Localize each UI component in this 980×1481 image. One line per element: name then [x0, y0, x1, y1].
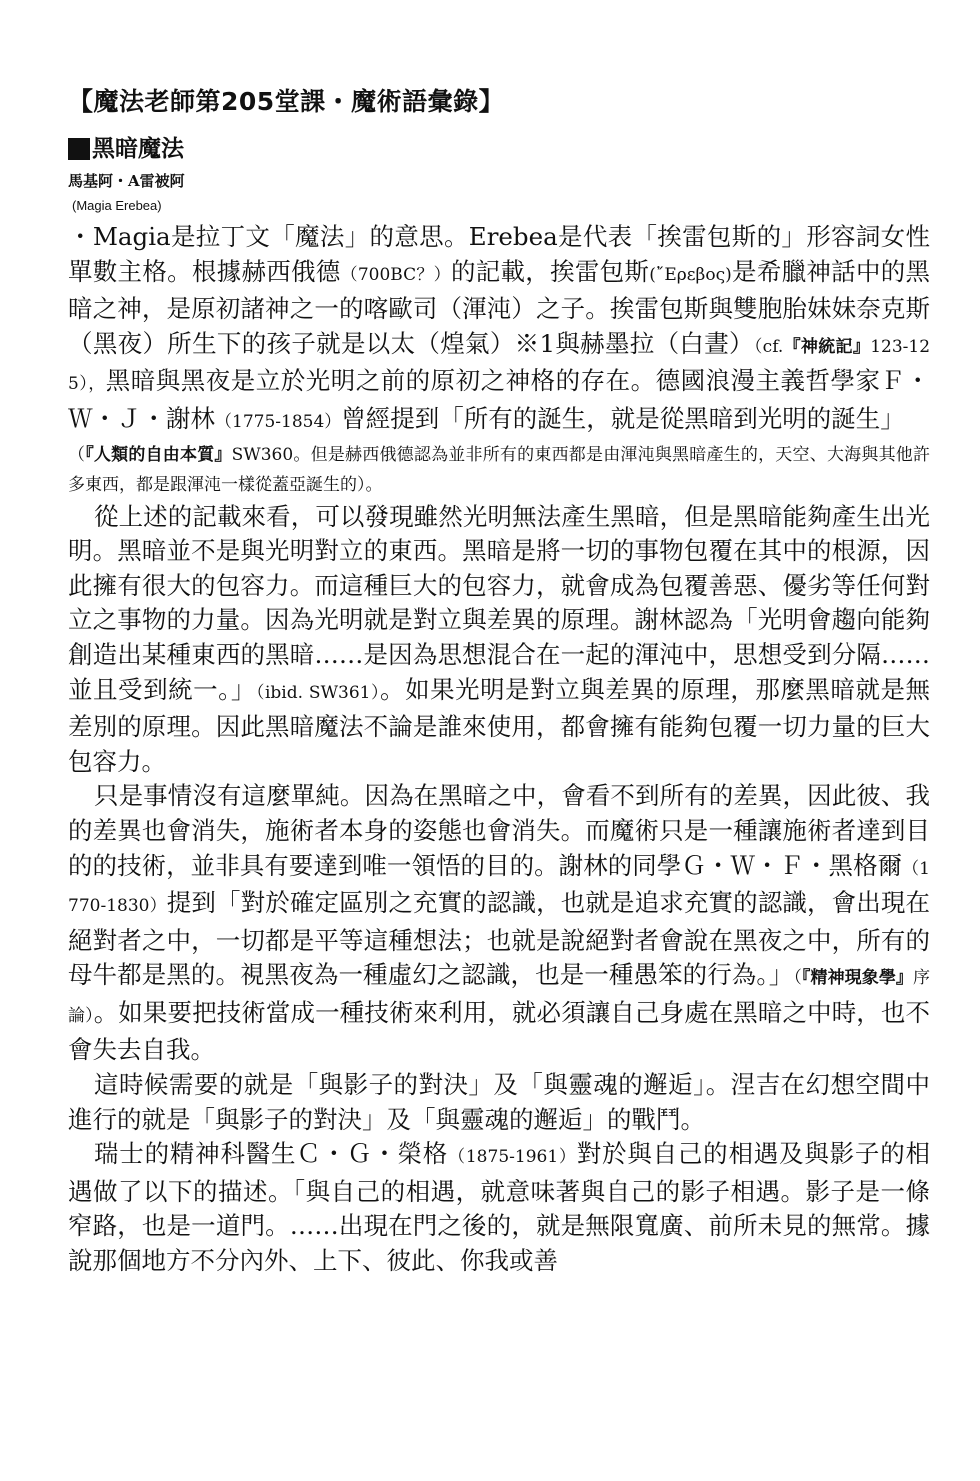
- p1-text-i: 黑暗與黑夜是立於光明之前的原初之神格的存在。德國浪漫主義哲學家Ｆ・Ｗ・Ｊ・謝林: [68, 366, 930, 433]
- p2-text-c: 。如果光明是對立與差異的原理，那麼黑暗就是無差別的原理。因此黑暗魔法不論是誰來使用，都會擁有能夠包覆一切力量的巨大包容力。: [68, 674, 931, 776]
- note-book-title: 『人類的自由本質』: [85, 444, 232, 465]
- term-name: 馬基阿・A雷被阿: [68, 172, 185, 190]
- p5-years: （1875-1961）: [448, 1147, 577, 1168]
- note-text: SW360。但是赫西俄德認為並非所有的東西都是由渾沌與黑暗產生的，天空、大海與其他許多東西，都是跟渾沌一樣從蓋亞誕生的）。: [68, 444, 931, 495]
- p1-text-c: 的記載，挨雷包斯: [450, 256, 650, 286]
- p3-text-g: 。如果要把技術當成一種技術來利用，就必須讓自己身處在黑暗之中時，也不會失去自我。: [68, 997, 930, 1065]
- p1-date: （700BC？）: [340, 264, 451, 285]
- paragraph-2: [68, 500, 930, 780]
- p1-pages: 123-125），: [68, 336, 931, 395]
- paragraph-4: [68, 1068, 930, 1137]
- note-open: （: [68, 444, 86, 465]
- p1-greek: (῎Ερεβος): [649, 264, 732, 285]
- document-page: [68, 84, 930, 1279]
- paragraph-5: [68, 1137, 930, 1278]
- p3-text-a: 只是事情沒有這麼單純。因為在黑暗之中，會看不到所有的差異，因此彼、我的差異也會消失，施術者本身的姿態也會消失。而魔術只是一種讓施術者達到目的的技術，並非具有要達到唯一領悟的目的。謝林的同學Ｇ・Ｗ・Ｆ・黑格爾: [68, 781, 930, 880]
- p3-paren: （: [793, 968, 802, 989]
- paragraph-3: [68, 779, 930, 1068]
- paragraph-1: [68, 220, 930, 440]
- p5-text-c: 對於與自己的相遇及與影子的相遇做了以下的描述。「與自己的相遇，就意味著與自己的影子相遇。影子是一條窄路，也是一道門。……出現在門之後的，就是無限寬廣、前所未見的無常。據說那個地方不分內外、上下、彼此、你我或善: [68, 1139, 931, 1276]
- p1-book-title: 『神統記』: [783, 336, 871, 357]
- square-bullet-icon: [68, 138, 90, 160]
- p3-years: （1770-1830）: [68, 858, 930, 917]
- p1-years: （1775-1854）: [215, 411, 342, 432]
- p4-text: 這時候需要的就是「與影子的對決」及「與靈魂的邂逅」。涅吉在幻想空間中進行的就是「與影子的對決」及「與靈魂的邂逅」的戰鬥。: [68, 1070, 930, 1134]
- p3-text-c: 提到「對於確定區別之充實的認識，也就是追求充實的認識，會出現在絕對者之中，一切都是平等這種想法；也就是說絕對者會說在黑夜之中，所有的母牛都是黑的。視黑夜為一種虛幻之認識，也是一種愚笨的行為。」: [68, 888, 930, 990]
- section-heading-text: 黑暗魔法: [92, 136, 184, 162]
- p1-text-e: 是希臘神話中的黑暗之神，是原初諸神之一的喀歐司（渾沌）之子。挨雷包斯與雙胞胎妹妹奈克斯（黑夜）所生下的孩子就是以太（煌氣）※1與赫墨拉（白晝）: [68, 256, 931, 358]
- page-title: 【魔法老師第205堂課・魔術語彙錄】: [68, 87, 505, 116]
- p1-text-k: 曾經提到「所有的誕生，就是從黑暗到光明的誕生」: [341, 403, 905, 433]
- term-latin: (Magia Erebea): [72, 198, 162, 213]
- p2-ref: （ibid. SW361）: [255, 682, 381, 703]
- p1-cf: （cf.: [753, 336, 784, 357]
- p5-text-a: 瑞士的精神科醫生Ｃ・Ｇ・榮格: [94, 1139, 449, 1169]
- paragraph-1-note: [68, 440, 930, 500]
- section-heading: [68, 132, 930, 166]
- p3-preface: 序論）: [68, 968, 931, 1026]
- p2-text-a: 從上述的記載來看，可以發現雖然光明無法產生黑暗，但是黑暗能夠產生出光明。黑暗並不是與光明對立的東西。黑暗是將一切的事物包覆在其中的根源，因此擁有很大的包容力。而這種巨大的包容力，就會成為包覆善惡、優劣等任何對立之事物的力量。因為光明就是對立與差異的原理。謝林認為「光明會趨向能夠創造出某種東西的黑暗……是因為思想混合在一起的渾沌中，思想受到分隔……並且受到統一。」: [68, 501, 930, 704]
- p3-book-title: 『精神現象學』: [801, 968, 914, 989]
- p1-text-a: ・Magia是拉丁文「魔法」的意思。Erebea是代表「挨雷包斯的」形容詞女性單數主格。根據赫西俄德: [68, 222, 930, 286]
